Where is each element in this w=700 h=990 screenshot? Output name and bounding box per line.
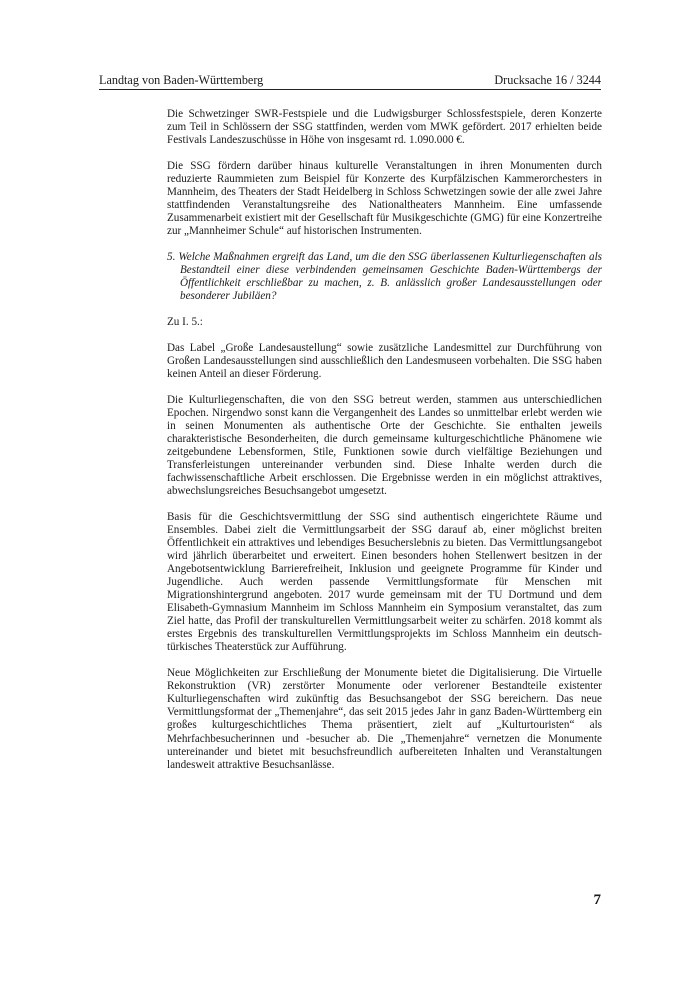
parliament-name: Landtag von Baden-Württemberg	[99, 73, 264, 87]
document-body	[167, 108, 602, 784]
answer-heading: Zu I. 5.:	[167, 316, 203, 328]
document-number: Drucksache 16 / 3244	[494, 73, 601, 87]
paragraph-events: Die SSG fördern darüber hinaus kulturelle Veranstaltungen in ihren Monumenten durch reduzierte Raummieten zum Beispiel für Konzerte des Kurpfälzischen Kammerorchesters in Mannheim, des Theaters der Stadt Heidelberg in Schloss Schwetzingen sowie der alle zwei Jahre stattfindenden Veranstaltungsreihe des Nationaltheaters Mannheim. Eine umfassende Zusammenarbeit existiert mit der Gesellschaft für Musikgeschichte (GMG) für eine Konzertreihe zur „Mannheimer Schule“ auf historischen Instrumenten.	[167, 159, 602, 238]
paragraph-education: Basis für die Geschichtsvermittlung der SSG sind authentisch eingerichtete Räume und Ensembles. Dabei zielt die Vermittlungsarbeit der SSG darauf ab, einer möglichst breiten Öffentlichkeit ein attraktives und lebendiges Besucherslebnis zu bieten. Das Vermittlungsangebot wird jährlich überarbeitet und erweitert. Einen besonders hohen Stellenwert besitzen in der Angebotsentwicklung Barrierefreiheit, Inklusion und geeignete Programme für Kinder und Jugendliche. Auch werden passende Vermittlungsformate für Menschen mit Migrationshintergrund angeboten. 2017 wurde gemeinsam mit der TU Dortmund und dem Elisabeth-Gymnasium Mannheim im Schloss Mannheim ein Symposium veranstaltet, das zum Ziel hatte, das Profil der transkulturellen Vermittlungsarbeit weiter zu schärfen. 2018 kommt als erstes Ergebnis des transkulturellen Vermittlungsprojekts im Schloss Mannheim ein deutsch-türkisches Theaterstück zur Aufführung.	[167, 510, 602, 654]
paragraph-digital: Neue Möglichkeiten zur Erschließung der Monumente bietet die Digitalisierung. Die Virtuelle Rekonstruktion (VR) zerstörter Monumente oder verlorener Bestandteile existenter Kulturliegenschaften wird zukünftig das Besuchsangebot der SSG bereichern. Das neue Vermittlungsformat der „Themenjahre“, das seit 2015 jedes Jahr in ganz Baden-Württemberg ein großes kulturgeschichtliches Thema präsentiert, zielt auf „Kulturtouristen“ als Mehrfachbesucherinnen und -besucher ab. Die „Themenjahre“ vernetzen die Monumente untereinander und bietet mit besuchsfreundlich aufbereiteten Inhalten und Veranstaltungen landesweit attraktive Besuchsanlässe.	[167, 667, 602, 771]
paragraph-label: Das Label „Große Landesaustellung“ sowie zusätzliche Landesmittel zur Durchführung von Großen Landesausstellungen sind ausschließlich den Landesmuseen vorbehalten. Die SSG haben keinen Anteil an dieser Förderung.	[167, 341, 602, 380]
page-header	[99, 72, 601, 88]
header-divider	[99, 89, 601, 90]
paragraph-heritage: Die Kulturliegenschaften, die von den SSG betreut werden, stammen aus unterschiedlichen Epochen. Nirgendwo sonst kann die Vergangenheit des Landes so unmittelbar erlebt werden wie in seinen Monumenten als authentische Orte der Geschichte. Sie enthalten jeweils charakteristische Besonderheiten, die durch gemeinsame kulturgeschichtliche Phänomene wie zeitgebundene Lebensformen, Stile, Funktionen sowie durch vielfältige Beziehungen und Transferleistungen untereinander verbunden sind. Diese Inhalte werden durch die fachwissenschaftliche Arbeit erschlossen. Die Ergebnisse werden in ein möglichst attraktives, abwechslungsreiches Besuchsangebot umgesetzt.	[167, 393, 602, 498]
page-number: 7	[593, 892, 601, 908]
question-5: 5. Welche Maßnahmen ergreift das Land, um die den SSG überlassenen Kulturliegenschaften als Bestandteil einer diese verbindenden gemeinsamen Geschichte Baden-Württembergs der Öffentlichkeit erschließbar zu machen, z. B. anlässlich großer Landesausstellungen oder besonderer Jubiläen?	[167, 251, 602, 303]
paragraph-festivals: Die Schwetzinger SWR-Festspiele und die Ludwigsburger Schlossfestspiele, deren Konzerte zum Teil in Schlössern der SSG stattfinden, werden vom MWK gefördert. 2017 erhielten beide Festivals Landeszuschüsse in Höhe von insgesamt rd. 1.090.000 €.	[167, 108, 602, 147]
